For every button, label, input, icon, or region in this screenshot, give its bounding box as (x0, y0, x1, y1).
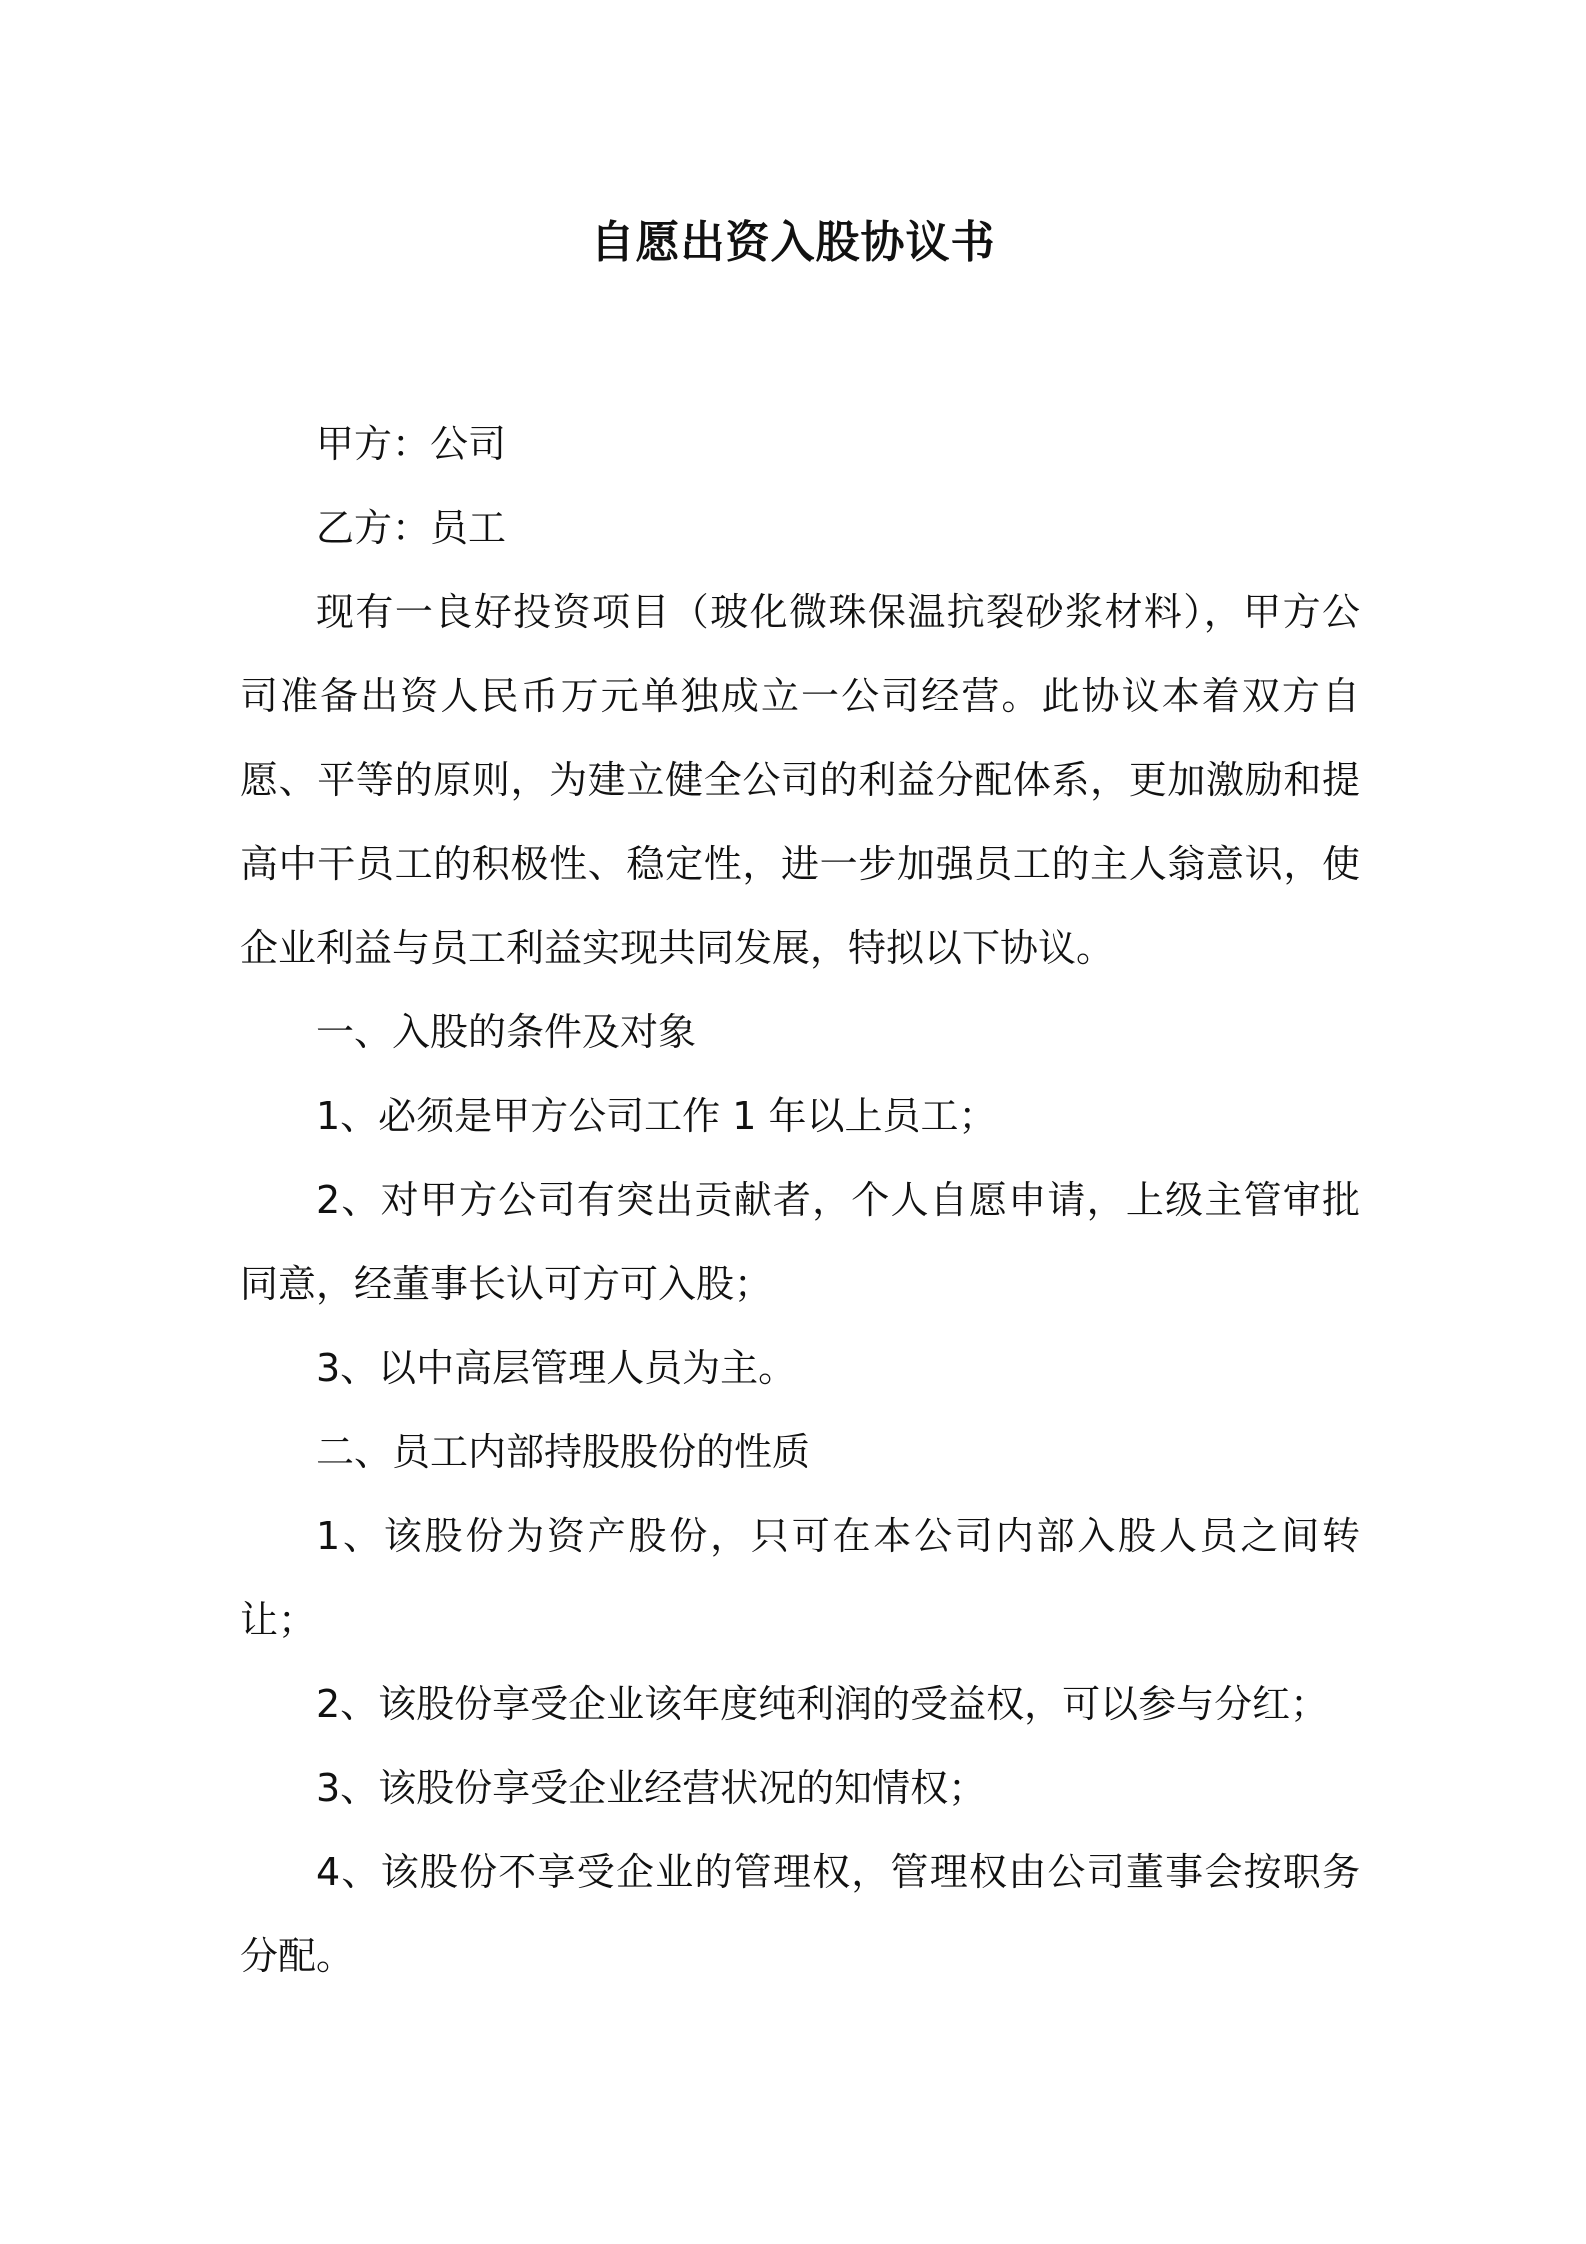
nature-item: 1、该股份为资产股份，只可在本公司内部入股人员之间转让； (240, 1514, 1360, 1642)
condition-item: 2、对甲方公司有突出贡献者，个人自愿申请，上级主管审批同意，经董事长认可方可入股； (240, 1178, 1360, 1306)
condition-item: 3、以中高层管理人员为主。 (316, 1346, 797, 1390)
nature-item: 2、该股份享受企业该年度纯利润的受益权，可以参与分红； (316, 1682, 1329, 1726)
condition-item: 1、必须是甲方公司工作 1 年以上员工； (316, 1094, 997, 1138)
section-heading-nature: 二、员工内部持股股份的性质 (316, 1430, 811, 1474)
nature-item: 3、该股份享受企业经营状况的知情权； (316, 1766, 987, 1810)
party-a-line: 甲方：公司 (316, 422, 507, 466)
section-heading-conditions: 一、入股的条件及对象 (316, 1010, 697, 1054)
document-title: 自愿出资入股协议书 (590, 217, 996, 268)
nature-item: 4、该股份不享受企业的管理权，管理权由公司董事会按职务分配。 (240, 1850, 1360, 1978)
intro-paragraph: 现有一良好投资项目（玻化微珠保温抗裂砂浆材料），甲方公司准备出资人民币万元单独成立一公司经营。此协议本着双方自愿、平等的原则，为建立健全公司的利益分配体系，更加激励和提高中干员工的积极性、稳定性，进一步加强员工的主人翁意识，使企业利益与员工利益实现共同发展，特拟以下协议。 (240, 590, 1360, 970)
party-b-line: 乙方：员工 (316, 506, 507, 550)
document-body (240, 402, 1360, 1998)
